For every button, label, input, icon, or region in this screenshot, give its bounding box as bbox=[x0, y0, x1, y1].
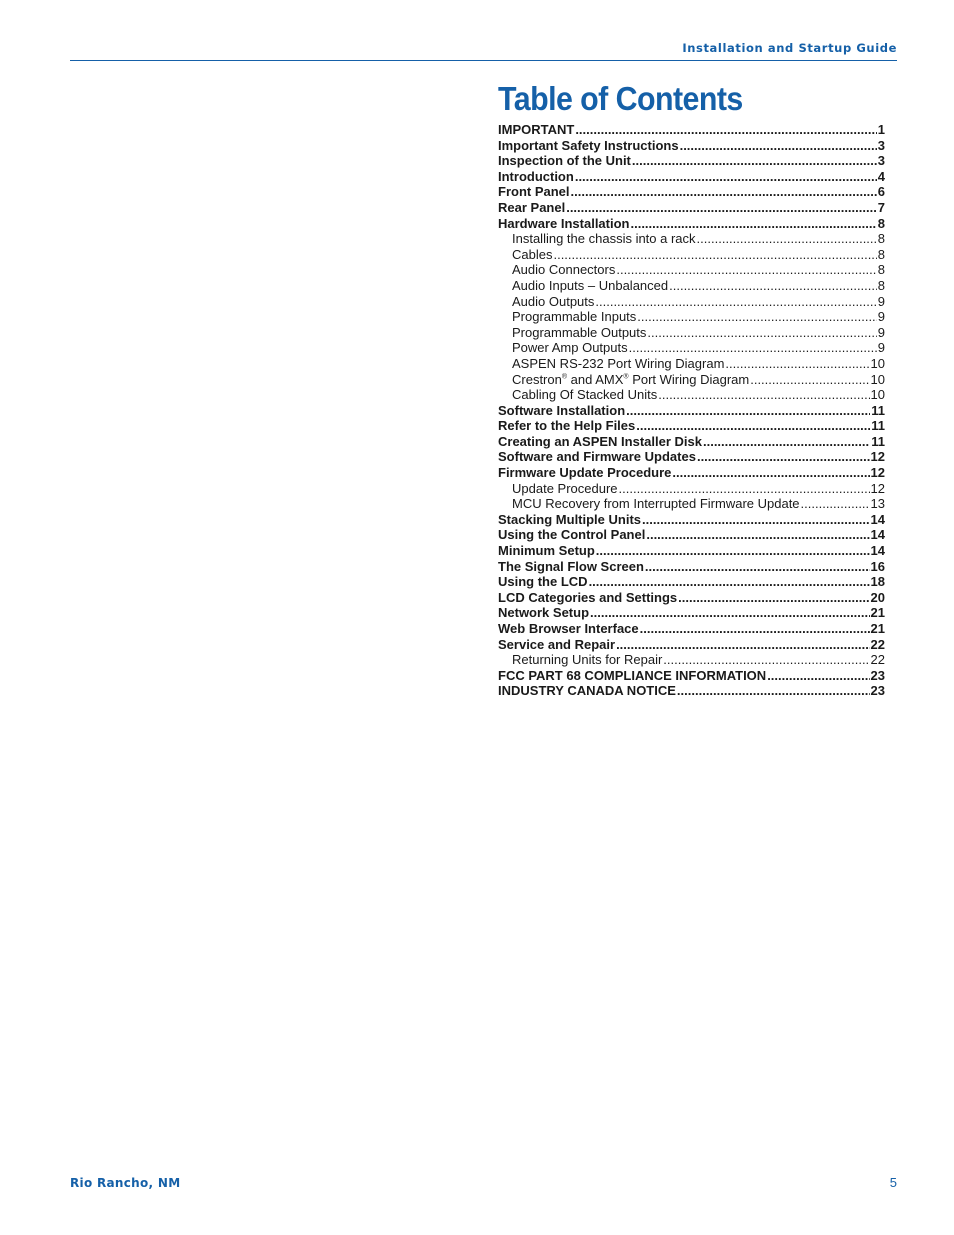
toc-entry-label: Cabling Of Stacked Units bbox=[512, 387, 658, 403]
toc-entry[interactable] bbox=[498, 512, 885, 528]
toc-entry-label: Rear Panel bbox=[498, 199, 566, 215]
toc-entry-label: INDUSTRY CANADA NOTICE bbox=[498, 683, 676, 699]
dot-leader bbox=[616, 637, 869, 653]
toc-entry[interactable] bbox=[498, 481, 885, 497]
toc-entry-label: Introduction bbox=[498, 168, 574, 184]
dot-leader bbox=[647, 325, 876, 341]
dot-leader bbox=[767, 668, 869, 684]
toc-entry-label: Web Browser Interface bbox=[498, 621, 639, 636]
dot-leader bbox=[645, 559, 870, 575]
toc-entry-page: 12 bbox=[870, 465, 885, 481]
toc-entry-label: IMPORTANT bbox=[498, 122, 575, 137]
dot-leader bbox=[640, 621, 870, 637]
toc-entry-page: 7 bbox=[877, 199, 885, 215]
toc-entry-label: Stacking Multiple Units bbox=[498, 511, 642, 527]
toc-entry[interactable] bbox=[498, 200, 885, 216]
toc-entry-page: 16 bbox=[870, 558, 885, 574]
dot-leader bbox=[697, 231, 877, 247]
toc-entry[interactable] bbox=[498, 340, 885, 356]
toc-entry-label: Firmware Update Procedure bbox=[498, 465, 672, 481]
table-of-contents bbox=[498, 122, 885, 699]
page-title: Table of Contents bbox=[498, 80, 743, 117]
toc-entry-page: 14 bbox=[870, 527, 885, 543]
toc-entry-page: 12 bbox=[870, 449, 885, 465]
toc-entry-page: 20 bbox=[870, 589, 885, 605]
toc-entry[interactable] bbox=[498, 574, 885, 590]
toc-entry-label: Refer to the Help Files bbox=[498, 418, 636, 434]
toc-entry[interactable] bbox=[498, 621, 885, 637]
toc-entry[interactable] bbox=[498, 434, 885, 450]
toc-entry-page: 3 bbox=[877, 137, 885, 153]
toc-entry-page: 9 bbox=[877, 309, 885, 325]
toc-entry-label-part: Crestron bbox=[512, 371, 562, 387]
toc-entry[interactable] bbox=[498, 527, 885, 543]
toc-entry-label: Service and Repair bbox=[498, 636, 616, 652]
toc-entry-page: 11 bbox=[871, 418, 885, 434]
dot-leader bbox=[646, 527, 869, 543]
dot-leader bbox=[575, 169, 877, 185]
toc-entry-label: Using the LCD bbox=[498, 574, 588, 590]
toc-entry-page: 4 bbox=[877, 168, 885, 184]
dot-leader bbox=[596, 543, 870, 559]
toc-entry[interactable] bbox=[498, 590, 885, 606]
toc-entry-page: 23 bbox=[870, 667, 885, 683]
toc-entry[interactable] bbox=[498, 247, 885, 263]
toc-entry-label: Software Installation bbox=[498, 402, 626, 418]
toc-entry-page: 23 bbox=[870, 683, 885, 699]
toc-entry[interactable] bbox=[498, 138, 885, 154]
toc-entry-page: 8 bbox=[877, 215, 885, 231]
toc-entry-label: Important Safety Instructions bbox=[498, 137, 679, 153]
toc-entry[interactable] bbox=[498, 418, 885, 434]
toc-entry-label: Power Amp Outputs bbox=[512, 340, 628, 356]
toc-entry[interactable] bbox=[498, 153, 885, 169]
toc-entry[interactable] bbox=[498, 652, 885, 668]
toc-entry[interactable] bbox=[498, 356, 885, 372]
dot-leader bbox=[595, 294, 876, 310]
dot-leader bbox=[801, 496, 870, 512]
toc-entry-label: Using the Control Panel bbox=[498, 527, 646, 543]
dot-leader bbox=[680, 138, 877, 154]
toc-entry-label: Audio Outputs bbox=[512, 293, 595, 309]
toc-entry-page: 22 bbox=[870, 636, 885, 652]
toc-entry-page: 21 bbox=[870, 621, 885, 636]
toc-entry-label-part: and AMX bbox=[567, 371, 624, 387]
toc-entry[interactable] bbox=[498, 294, 885, 310]
toc-entry-label-part: Port Wiring Diagram bbox=[628, 371, 750, 387]
dot-leader bbox=[566, 200, 877, 216]
dot-leader bbox=[630, 216, 876, 232]
toc-entry[interactable] bbox=[498, 403, 885, 419]
toc-entry-label: Creating an ASPEN Installer Disk bbox=[498, 433, 702, 449]
toc-entry[interactable] bbox=[498, 169, 885, 185]
toc-entry[interactable] bbox=[498, 231, 885, 247]
toc-entry-page: 12 bbox=[870, 480, 885, 496]
toc-entry-label: Installing the chassis into a rack bbox=[512, 231, 696, 247]
dot-leader bbox=[750, 372, 869, 388]
toc-entry-page: 8 bbox=[877, 262, 885, 278]
toc-entry[interactable] bbox=[498, 372, 885, 388]
toc-entry[interactable] bbox=[498, 449, 885, 465]
dot-leader bbox=[629, 340, 877, 356]
toc-entry-page: 10 bbox=[870, 355, 885, 371]
toc-entry-page: 14 bbox=[870, 543, 885, 559]
footer-location: Rio Rancho, NM bbox=[70, 1176, 181, 1190]
toc-entry-label: Software and Firmware Updates bbox=[498, 449, 696, 465]
toc-entry[interactable] bbox=[498, 262, 885, 278]
toc-entry[interactable] bbox=[498, 683, 885, 699]
toc-entry[interactable] bbox=[498, 605, 885, 621]
toc-entry-label: Update Procedure bbox=[512, 480, 618, 496]
toc-entry-label: Audio Connectors bbox=[512, 262, 616, 278]
dot-leader bbox=[589, 574, 870, 590]
toc-entry[interactable] bbox=[498, 668, 885, 684]
dot-leader bbox=[619, 481, 870, 497]
dot-leader bbox=[669, 278, 877, 294]
dot-leader bbox=[575, 122, 876, 138]
toc-entry-page: 8 bbox=[877, 246, 885, 262]
dot-leader bbox=[672, 465, 869, 481]
toc-entry-page: 11 bbox=[871, 402, 885, 418]
toc-entry[interactable] bbox=[498, 465, 885, 481]
toc-entry-label: Hardware Installation bbox=[498, 215, 630, 231]
dot-leader bbox=[697, 449, 870, 465]
toc-entry-label: LCD Categories and Settings bbox=[498, 589, 678, 605]
toc-entry-page: 9 bbox=[877, 324, 885, 340]
toc-entry-page: 10 bbox=[870, 387, 885, 403]
dot-leader bbox=[636, 418, 870, 434]
toc-entry-page: 8 bbox=[877, 277, 885, 293]
dot-leader bbox=[632, 153, 877, 169]
toc-entry-page: 1 bbox=[877, 122, 885, 137]
toc-entry-page: 8 bbox=[877, 231, 885, 247]
toc-entry-label: The Signal Flow Screen bbox=[498, 558, 644, 574]
dot-leader bbox=[677, 683, 870, 699]
dot-leader bbox=[637, 309, 876, 325]
dot-leader bbox=[725, 356, 869, 372]
toc-entry-label: Cables bbox=[512, 246, 553, 262]
toc-entry-label: Network Setup bbox=[498, 605, 590, 621]
toc-entry-page: 9 bbox=[877, 293, 885, 309]
toc-entry-label: Inspection of the Unit bbox=[498, 153, 631, 169]
toc-entry-label-part: ® bbox=[623, 373, 629, 381]
dot-leader bbox=[642, 512, 870, 528]
dot-leader bbox=[663, 652, 869, 668]
page-number: 5 bbox=[889, 1175, 897, 1190]
toc-entry-label: Minimum Setup bbox=[498, 543, 595, 559]
dot-leader bbox=[553, 247, 876, 263]
toc-entry-label-part: ® bbox=[561, 373, 568, 381]
dot-leader bbox=[590, 605, 870, 621]
header-divider bbox=[70, 60, 897, 61]
dot-leader bbox=[703, 434, 870, 450]
toc-entry-page: 10 bbox=[870, 371, 885, 387]
toc-entry-label: MCU Recovery from Interrupted Firmware Update bbox=[512, 496, 800, 512]
toc-entry-page: 22 bbox=[870, 652, 885, 668]
toc-entry-label: Returning Units for Repair bbox=[512, 652, 663, 668]
toc-entry-page: 18 bbox=[870, 574, 885, 590]
toc-entry-page: 6 bbox=[877, 184, 885, 200]
toc-entry[interactable] bbox=[498, 325, 885, 341]
dot-leader bbox=[571, 184, 877, 200]
toc-entry-page: 9 bbox=[877, 340, 885, 356]
toc-entry-page: 13 bbox=[870, 496, 885, 512]
toc-entry-label: Front Panel bbox=[498, 184, 570, 200]
toc-entry[interactable] bbox=[498, 309, 885, 325]
toc-entry-page: 14 bbox=[870, 511, 885, 527]
toc-entry[interactable] bbox=[498, 637, 885, 653]
toc-entry-label bbox=[512, 372, 749, 388]
dot-leader bbox=[658, 387, 869, 403]
toc-entry[interactable] bbox=[498, 559, 885, 575]
dot-leader bbox=[616, 262, 876, 278]
toc-entry-label: ASPEN RS-232 Port Wiring Diagram bbox=[512, 355, 725, 371]
toc-entry[interactable] bbox=[498, 216, 885, 232]
dot-leader bbox=[626, 403, 870, 419]
toc-entry-label: Audio Inputs – Unbalanced bbox=[512, 277, 669, 293]
toc-entry-page: 11 bbox=[871, 433, 885, 449]
toc-entry-page: 3 bbox=[877, 153, 885, 169]
toc-entry-label: FCC PART 68 COMPLIANCE INFORMATION bbox=[498, 667, 767, 683]
toc-entry[interactable] bbox=[498, 184, 885, 200]
toc-entry[interactable] bbox=[498, 543, 885, 559]
toc-entry-label: Programmable Inputs bbox=[512, 309, 637, 325]
toc-entry[interactable] bbox=[498, 278, 885, 294]
toc-entry[interactable] bbox=[498, 122, 885, 138]
dot-leader bbox=[678, 590, 869, 606]
running-header: Installation and Startup Guide bbox=[682, 41, 897, 55]
toc-entry[interactable] bbox=[498, 496, 885, 512]
toc-entry[interactable] bbox=[498, 387, 885, 403]
toc-entry-page: 21 bbox=[870, 605, 885, 621]
toc-entry-label: Programmable Outputs bbox=[512, 324, 647, 340]
